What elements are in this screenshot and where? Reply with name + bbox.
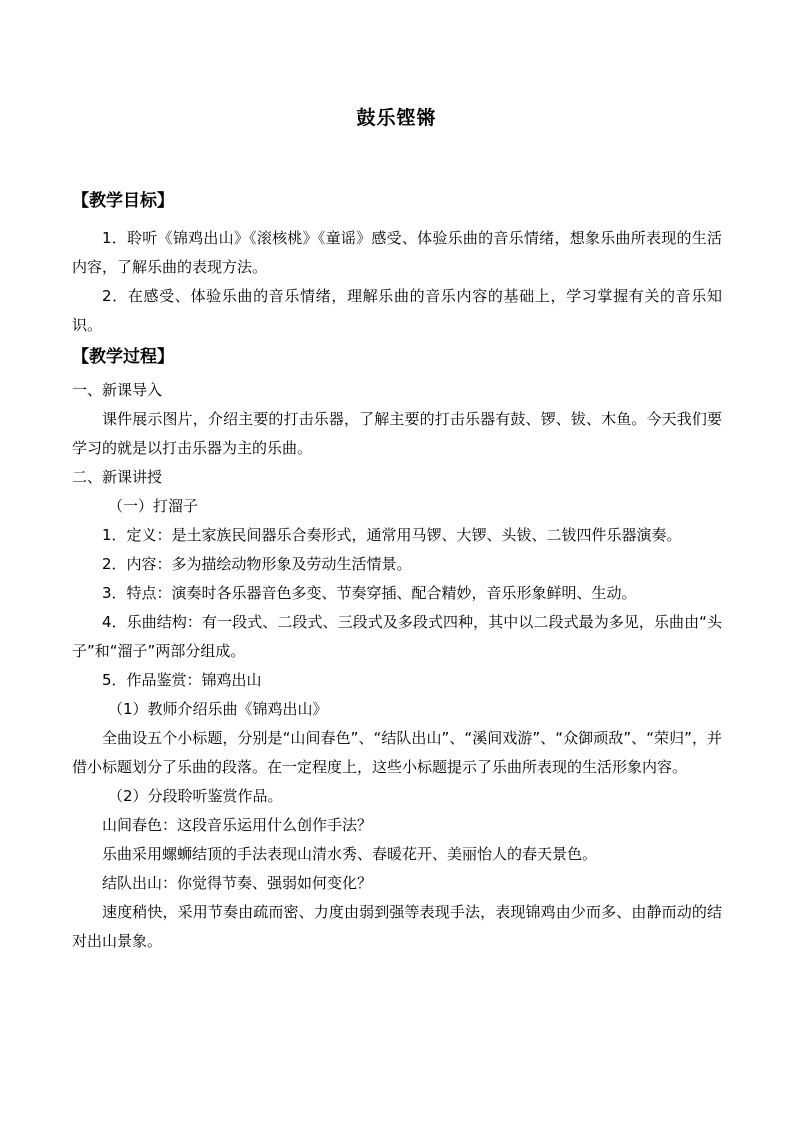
point-4: 4．乐曲结构：有一段式、二段式、三段式及多段式四种，其中以二段式最为多见，乐曲由“头子”和“溜子”两部分组成。 bbox=[72, 613, 722, 660]
step2-heading: （2）分段聆听鉴赏作品。 bbox=[108, 787, 283, 805]
step1-heading: （1）教师介绍乐曲《锦鸡出山》 bbox=[108, 700, 328, 718]
qa-line-3: 结队出山：你觉得节奏、强弱如何变化？ bbox=[102, 874, 373, 892]
point-2: 2．内容：多为描绘动物形象及劳动生活情景。 bbox=[102, 555, 412, 573]
process-heading: 【教学过程】 bbox=[72, 347, 174, 367]
part1-text: 课件展示图片，介绍主要的打击乐器，了解主要的打击乐器有鼓、锣、钹、木鱼。今天我们要学习的就是以打击乐器为主的乐曲。 bbox=[72, 410, 722, 457]
objectives-heading: 【教学目标】 bbox=[72, 191, 174, 211]
objective-item-2: 2．在感受、体验乐曲的音乐情绪，理解乐曲的音乐内容的基础上，学习掌握有关的音乐知识。 bbox=[72, 287, 722, 334]
objective-item-1: 1．聆听《锦鸡出山》《滚核桃》《童谣》感受、体验乐曲的音乐情绪，想象乐曲所表现的生活内容，了解乐曲的表现方法。 bbox=[72, 229, 722, 276]
part1-heading: 一、新课导入 bbox=[72, 381, 163, 399]
part2-heading: 二、新课讲授 bbox=[72, 468, 163, 486]
qa-line-1: 山间春色：这段音乐运用什么创作手法？ bbox=[102, 816, 373, 834]
point-5: 5．作品鉴赏：锦鸡出山 bbox=[102, 671, 262, 689]
point-3: 3．特点：演奏时各乐器音色多变、节奏穿插、配合精妙，音乐形象鲜明、生动。 bbox=[102, 584, 637, 602]
document-body bbox=[72, 186, 722, 956]
sub1-heading: （一）打溜子 bbox=[108, 497, 199, 515]
document-title: 鼓乐铿锵 bbox=[356, 107, 437, 129]
point-1: 1．定义：是土家族民间器乐合奏形式，通常用马锣、大锣、头钹、二钹四件乐器演奏。 bbox=[102, 526, 682, 544]
step1-text: 全曲设五个小标题，分别是“山间春色”、“结队出山”、“溪间戏游”、“众御顽敌”、“荣归”，并借小标题划分了乐曲的段落。在一定程度上，这些小标题提示了乐曲所表现的生活形象内容。 bbox=[72, 729, 722, 776]
qa-line-4: 速度稍快，采用节奏由疏而密、力度由弱到强等表现手法，表现锦鸡由少而多、由静而动的结对出山景象。 bbox=[72, 903, 722, 950]
qa-line-2: 乐曲采用螺蛳结顶的手法表现山清水秀、春暖花开、美丽怡人的春天景色。 bbox=[102, 845, 598, 863]
